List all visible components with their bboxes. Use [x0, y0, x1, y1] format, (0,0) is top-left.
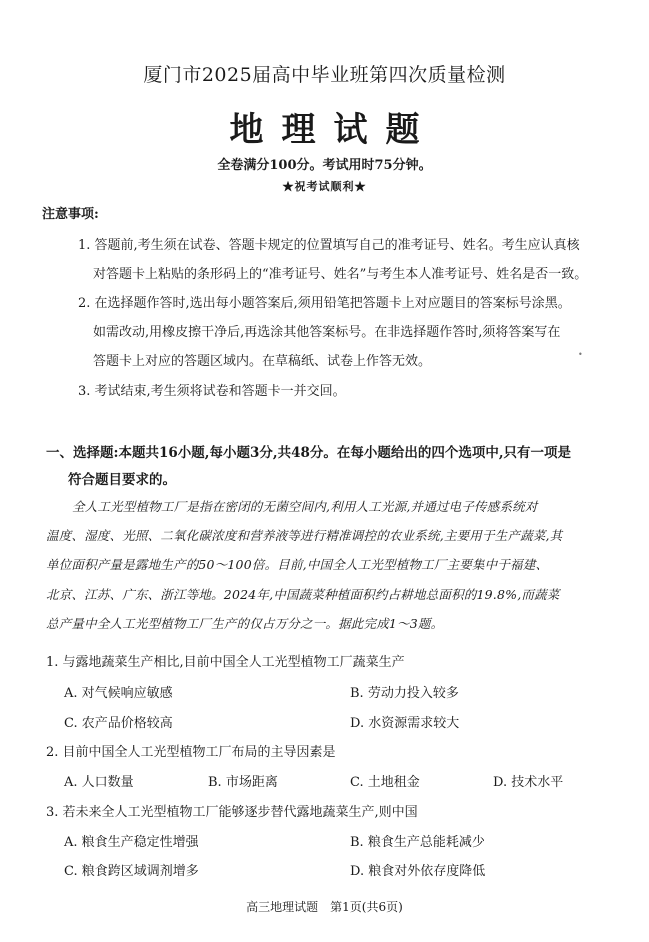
passage-line: 北京、江苏、广东、浙江等地。2024年,中国蔬菜种植面积约占耕地总面积的19.8%,而蔬菜 — [46, 587, 560, 602]
notice-line: 3. 考试结束,考生须将试卷和答题卡一并交回。 — [78, 384, 346, 399]
question-1-stem: 1. 与露地蔬菜生产相比,目前中国全人工光型植物工厂蔬菜生产 — [46, 655, 405, 670]
question-2-option-c: C. 土地租金 — [350, 775, 420, 790]
question-1-option-c: C. 农产品价格较高 — [64, 716, 173, 731]
passage-line: 总产量中全人工光型植物工厂生产的仅占万分之一。据此完成1～3题。 — [46, 616, 444, 631]
section-heading-cont: 符合题目要求的。 — [68, 472, 176, 488]
passage-line: 单位面积产量是露地生产的50～100倍。目前,中国全人工光型植物工厂主要集中于福建、 — [46, 557, 549, 572]
question-2-option-b: B. 市场距离 — [208, 775, 278, 790]
question-3-stem: 3. 若未来全人工光型植物工厂能够逐步替代露地蔬菜生产,则中国 — [46, 805, 418, 820]
notice-line: 2. 在选择题作答时,选出每小题答案后,须用铅笔把答题卡上对应题目的答案标号涂黑。 — [78, 296, 571, 311]
question-1-option-b: B. 劳动力投入较多 — [350, 686, 459, 701]
passage-line: 温度、湿度、光照、二氧化碳浓度和营养液等进行精准调控的农业系统,主要用于生产蔬菜,其 — [46, 528, 563, 543]
question-3-option-d: D. 粮食对外依存度降低 — [350, 864, 486, 879]
notice-line: 1. 答题前,考生须在试卷、答题卡规定的位置填写自己的准考证号、姓名。考生应认真核 — [78, 238, 580, 253]
exam-title: 厦门市2025届高中毕业班第四次质量检测 — [143, 64, 506, 86]
blessing-text: ★祝考试顺利★ — [282, 180, 367, 193]
notice-line: 答题卡上对应的答题区域内。在草稿纸、试卷上作答无效。 — [93, 354, 432, 369]
question-3-option-b: B. 粮食生产总能耗减少 — [350, 835, 485, 850]
page-footer: 高三地理试题 第1页(共6页) — [246, 900, 403, 914]
question-3-option-c: C. 粮食跨区域调剂增多 — [64, 864, 199, 879]
notice-line: 如需改动,用橡皮擦干净后,再选涂其他答案标号。在非选择题作答时,须将答案写在 — [93, 325, 561, 340]
notice-heading: 注意事项: — [42, 207, 99, 222]
question-3-option-a: A. 粮食生产稳定性增强 — [64, 835, 199, 850]
score-info: 全卷满分100分。考试用时75分钟。 — [217, 158, 432, 173]
scan-speck: • — [578, 350, 583, 359]
section-heading: 一、选择题:本题共16小题,每小题3分,共48分。在每小题给出的四个选项中,只有一项是 — [46, 445, 572, 461]
question-2-option-a: A. 人口数量 — [64, 775, 134, 790]
question-2-option-d: D. 技术水平 — [493, 775, 564, 790]
question-1-option-d: D. 水资源需求较大 — [350, 716, 460, 731]
notice-line: 对答题卡上粘贴的条形码上的“准考证号、姓名”与考生本人准考证号、姓名是否一致。 — [93, 267, 588, 282]
question-1-option-a: A. 对气候响应敏感 — [64, 686, 173, 701]
subject-title: 地理试题 — [229, 110, 438, 150]
passage-line: 全人工光型植物工厂是指在密闭的无菌空间内,利用人工光源,并通过电子传感系统对 — [72, 499, 538, 514]
question-2-stem: 2. 目前中国全人工光型植物工厂布局的主导因素是 — [46, 745, 336, 760]
